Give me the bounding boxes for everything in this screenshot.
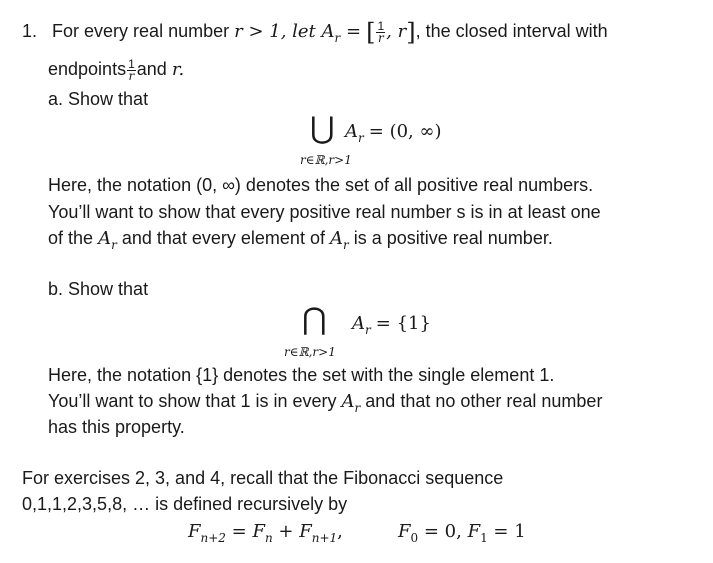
endpoint-r: r. [171,59,185,80]
endpoints-text: endpoints [48,59,127,79]
part-b-label: b. Show that [48,279,149,299]
intersection-index: r∈ℝ,r>1 [284,345,336,359]
fibonacci-line-2: 0,1,1,2,3,5,8, … is defined recursively by [22,494,348,514]
intro-text: For every real number [52,21,230,41]
interval-r: , r [386,21,407,42]
fraction-endpoint: $\frac{1}{r}$ [128,56,135,83]
right-bracket: ] [406,18,416,47]
problem-1-line-2 [48,58,184,82]
union-index: r∈ℝ,r>1 [300,153,352,167]
fibonacci-initial-values: $F_0 = 0$, $F_1 = 1$ [398,521,526,545]
intersection-symbol: ⋂ [302,302,327,337]
and-text: and [136,59,167,79]
left-bracket: [ [366,18,376,47]
fraction-one-over-r: $\frac{1}{r}$ [377,18,385,45]
equals-sign: = [340,21,362,42]
intro-tail: , the closed interval with [415,21,608,41]
part-b-note-2: You’ll want to show that 1 is in every $A_r$ and that no other real number [48,391,603,415]
part-b-equation: $A_r = \{1\}$ [352,313,431,337]
part-a-note-2: You’ll want to show that every positive real number s is in at least one [48,202,601,222]
part-a-note-1: Here, the notation (0, ∞) denotes the set of all positive real numbers. [48,175,594,195]
part-a-equation: $A_r = (0$, ∞) [345,121,442,145]
problem-1-line-1 [22,18,608,47]
problem-number: 1. [22,21,38,41]
union-symbol: ⋃ [310,111,335,146]
condition-subscript: r [334,31,341,45]
part-b-note-1: Here, the notation {1} denotes the set with the single element 1. [48,365,555,385]
part-a-label: a. Show that [48,89,149,109]
fibonacci-recurrence: $F_{n+2} = F_n + F_{n+1}$, [188,521,343,545]
part-a-note-3: of the $A_r$ and that every element of $A_r$ is a positive real number. [48,228,553,252]
part-b-note-3: has this property. [48,417,185,437]
condition-text: r > 1, let A [234,21,335,42]
fibonacci-line-1: For exercises 2, 3, and 4, recall that the Fibonacci sequence [22,468,504,488]
